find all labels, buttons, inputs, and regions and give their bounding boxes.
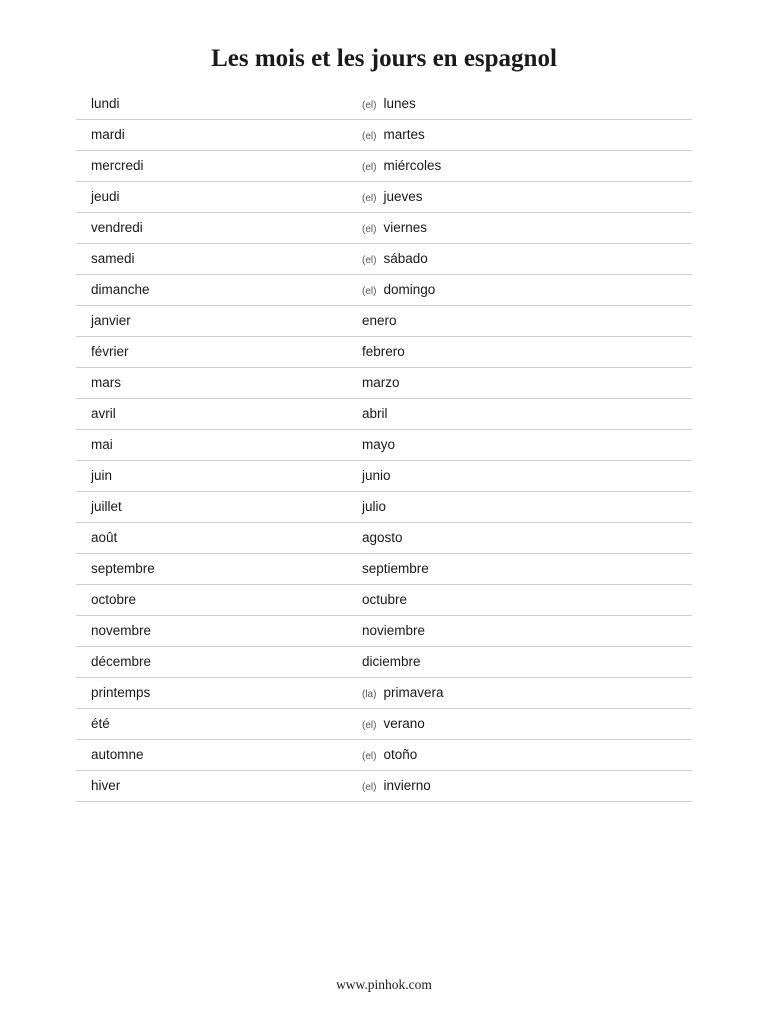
table-row — [76, 337, 692, 368]
table-row — [76, 523, 692, 554]
french-word: décembre — [91, 654, 152, 669]
spanish-translation — [362, 747, 417, 762]
table-row — [76, 399, 692, 430]
spanish-word: junio — [362, 468, 391, 483]
french-word: samedi — [91, 251, 135, 266]
spanish-word: otoño — [383, 747, 418, 762]
table-row — [76, 678, 692, 709]
french-word: octobre — [91, 592, 137, 607]
table-row — [76, 244, 692, 275]
article: (el) — [362, 224, 377, 235]
french-word: juin — [91, 468, 113, 483]
article: (el) — [362, 131, 377, 142]
french-word: automne — [91, 747, 144, 762]
table-row — [76, 461, 692, 492]
spanish-word: octubre — [362, 592, 408, 607]
spanish-translation — [362, 592, 407, 607]
spanish-word: invierno — [383, 778, 431, 793]
table-row — [76, 647, 692, 678]
article: (el) — [362, 162, 377, 173]
table-row — [76, 368, 692, 399]
spanish-translation — [362, 685, 443, 700]
spanish-translation — [362, 158, 441, 173]
spanish-word: viernes — [383, 220, 427, 235]
french-word: mercredi — [91, 158, 144, 173]
article: (la) — [362, 689, 377, 700]
french-word: été — [91, 716, 110, 731]
spanish-word: miércoles — [383, 158, 442, 173]
french-word: mars — [91, 375, 121, 390]
spanish-translation — [362, 468, 391, 483]
page-title: Les mois et les jours en espagnol — [211, 45, 557, 72]
table-row — [76, 585, 692, 616]
french-word: vendredi — [91, 220, 143, 235]
spanish-word: lunes — [383, 96, 416, 111]
spanish-translation — [362, 313, 397, 328]
spanish-translation — [362, 654, 421, 669]
vocabulary-table — [76, 89, 692, 802]
spanish-translation — [362, 282, 435, 297]
spanish-word: marzo — [362, 375, 400, 390]
article: (el) — [362, 100, 377, 111]
article: (el) — [362, 286, 377, 297]
spanish-word: sábado — [383, 251, 428, 266]
table-row — [76, 554, 692, 585]
spanish-word: enero — [362, 313, 397, 328]
article: (el) — [362, 720, 377, 731]
spanish-word: verano — [383, 716, 425, 731]
spanish-word: noviembre — [362, 623, 426, 638]
spanish-word: diciembre — [362, 654, 421, 669]
table-row — [76, 213, 692, 244]
french-word: mai — [91, 437, 113, 452]
french-word: dimanche — [91, 282, 150, 297]
spanish-translation — [362, 778, 431, 793]
french-word: novembre — [91, 623, 152, 638]
french-word: juillet — [91, 499, 122, 514]
spanish-word: septiembre — [362, 561, 429, 576]
article: (el) — [362, 193, 377, 204]
spanish-translation — [362, 499, 386, 514]
table-row — [76, 182, 692, 213]
article: (el) — [362, 782, 377, 793]
french-word: hiver — [91, 778, 121, 793]
table-row — [76, 492, 692, 523]
spanish-translation — [362, 375, 400, 390]
table-row — [76, 709, 692, 740]
table-row — [76, 120, 692, 151]
spanish-translation — [362, 220, 427, 235]
table-row — [76, 151, 692, 182]
spanish-translation — [362, 530, 403, 545]
table-row — [76, 89, 692, 120]
french-word: janvier — [91, 313, 131, 328]
french-word: jeudi — [91, 189, 120, 204]
table-row — [76, 430, 692, 461]
french-word: mardi — [91, 127, 125, 142]
footer-url: www.pinhok.com — [336, 977, 432, 992]
spanish-translation — [362, 96, 416, 111]
spanish-translation — [362, 189, 422, 204]
spanish-word: jueves — [383, 189, 423, 204]
french-word: printemps — [91, 685, 151, 700]
spanish-translation — [362, 437, 395, 452]
spanish-word: domingo — [383, 282, 436, 297]
spanish-word: febrero — [362, 344, 405, 359]
spanish-translation — [362, 344, 405, 359]
spanish-translation — [362, 251, 428, 266]
french-word: février — [91, 344, 129, 359]
french-word: avril — [91, 406, 116, 421]
french-word: lundi — [91, 96, 120, 111]
table-row — [76, 616, 692, 647]
article: (el) — [362, 751, 377, 762]
spanish-word: mayo — [362, 437, 396, 452]
spanish-word: julio — [362, 499, 387, 514]
spanish-translation — [362, 127, 425, 142]
article: (el) — [362, 255, 377, 266]
spanish-word: martes — [383, 127, 425, 142]
spanish-word: agosto — [362, 530, 403, 545]
table-row — [76, 771, 692, 802]
french-word: septembre — [91, 561, 155, 576]
spanish-translation — [362, 623, 425, 638]
spanish-translation — [362, 406, 388, 421]
table-row — [76, 275, 692, 306]
spanish-translation — [362, 716, 425, 731]
table-row — [76, 740, 692, 771]
spanish-word: primavera — [383, 685, 444, 700]
table-row — [76, 306, 692, 337]
spanish-word: abril — [362, 406, 388, 421]
french-word: août — [91, 530, 118, 545]
spanish-translation — [362, 561, 429, 576]
